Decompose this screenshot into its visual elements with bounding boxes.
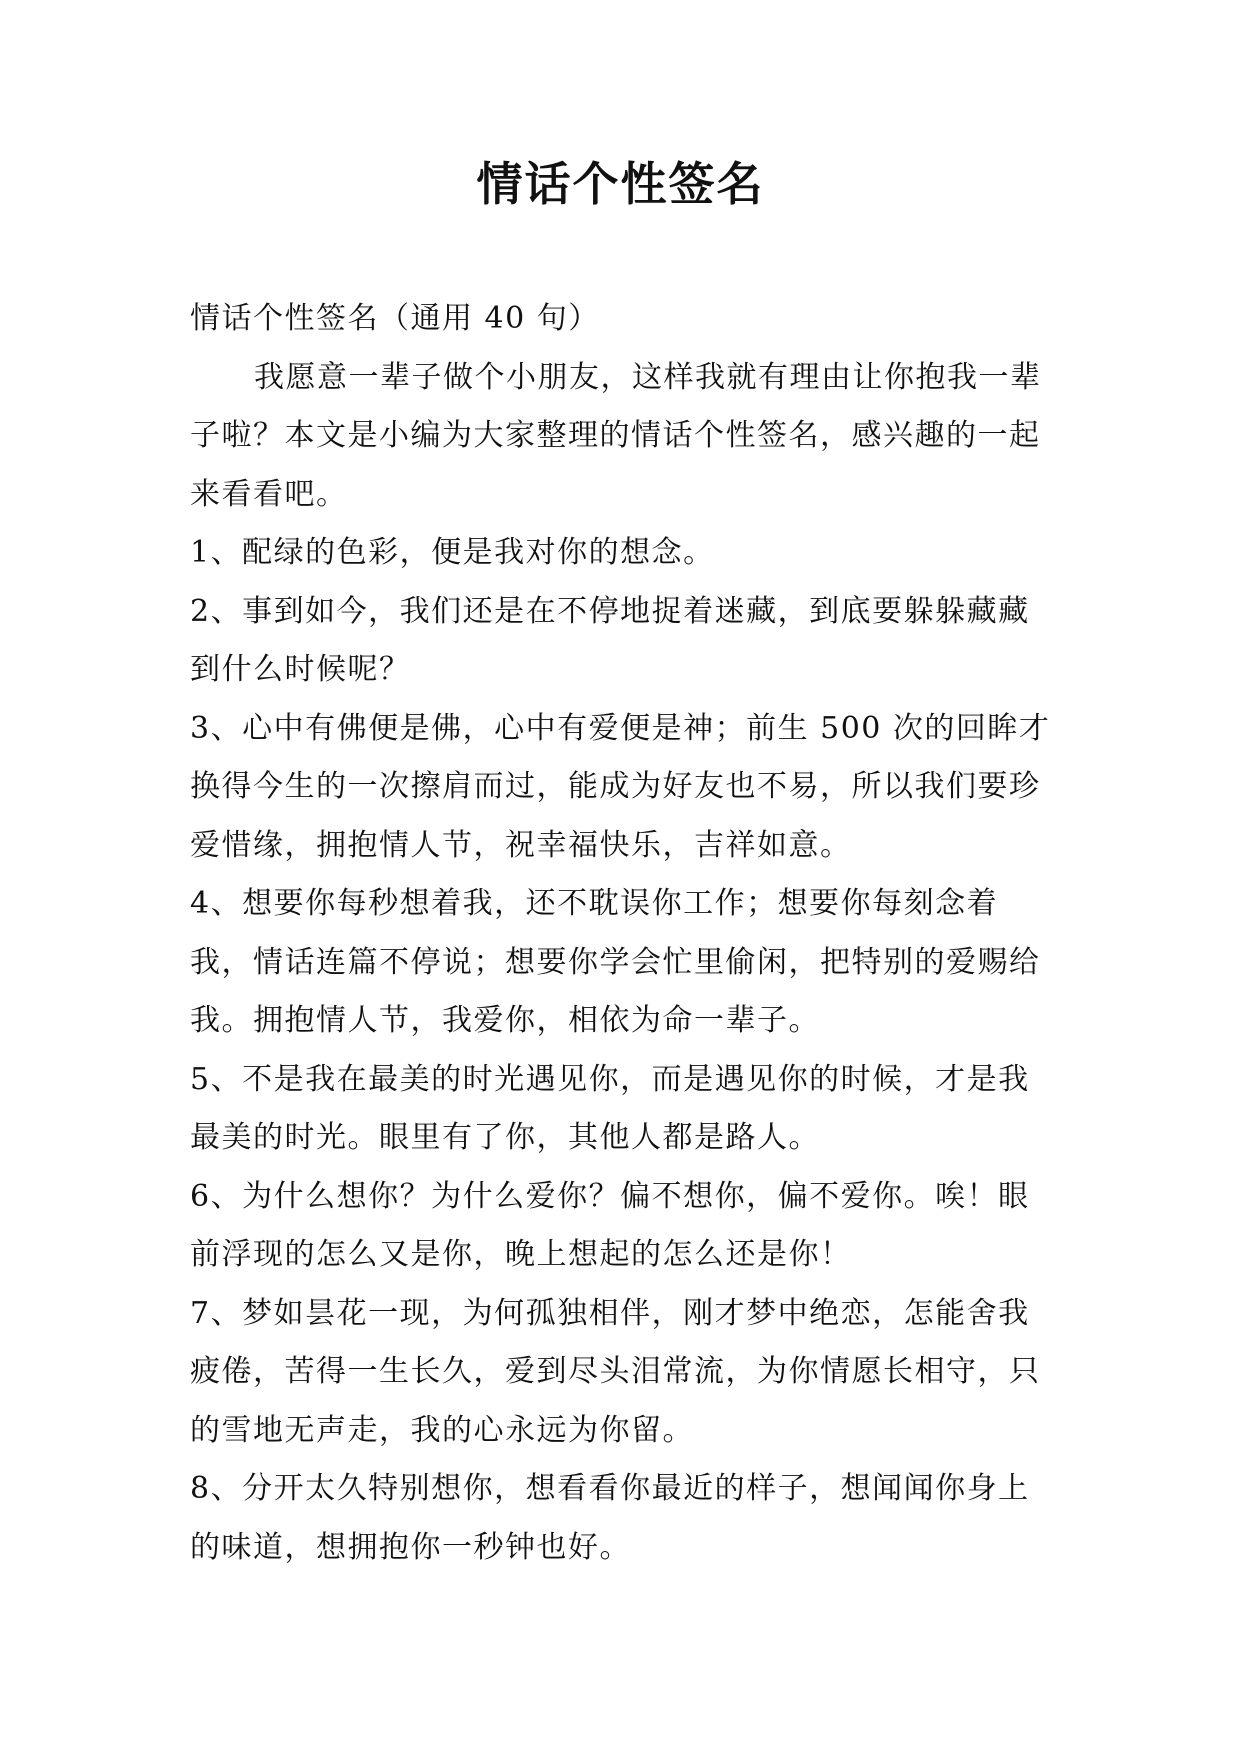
list-item: 5、不是我在最美的时光遇见你，而是遇见你的时候，才是我最美的时光。眼里有了你，其他人都是路人。	[190, 1061, 1030, 1155]
list-item: 4、想要你每秒想着我，还不耽误你工作；想要你每刻念着我，情话连篇不停说；想要你学会忙里偷闲，把特别的爱赐给我。拥抱情人节，我爱你，相依为命一辈子。	[190, 886, 1041, 1038]
document-title: 情话个性签名	[476, 157, 765, 211]
list-item: 3、心中有佛便是佛，心中有爱便是神；前生 500 次的回眸才换得今生的一次擦肩而过，能成为好友也不易，所以我们要珍爱惜缘，拥抱情人节，祝幸福快乐，吉祥如意。	[190, 710, 1051, 863]
document-body	[190, 290, 1052, 1577]
list-item: 8、分开太久特别想你，想看看你最近的样子，想闻闻你身上的味道，想拥抱你一秒钟也好。	[190, 1471, 1030, 1565]
intro-paragraph: 我愿意一辈子做个小朋友，这样我就有理由让你抱我一辈子啦？本文是小编为大家整理的情话个性签名，感兴趣的一起来看看吧。	[190, 359, 1042, 512]
list-item: 6、为什么想你？为什么爱你？偏不想你，偏不爱你。唉！眼前浮现的怎么又是你，晚上想起的怎么还是你！	[190, 1178, 1030, 1272]
list-item: 7、梦如昙花一现，为何孤独相伴，刚才梦中绝恋，怎能舍我疲倦，苦得一生长久，爱到尽头泪常流，为你情愿长相守，只的雪地无声走，我的心永远为你留。	[190, 1295, 1041, 1448]
list-item: 2、事到如今，我们还是在不停地捉着迷藏，到底要躲躲藏藏到什么时候呢？	[190, 593, 1030, 687]
document-subtitle: 情话个性签名（通用 40 句）	[190, 301, 600, 336]
list-item: 1、配绿的色彩，便是我对你的想念。	[190, 535, 715, 570]
